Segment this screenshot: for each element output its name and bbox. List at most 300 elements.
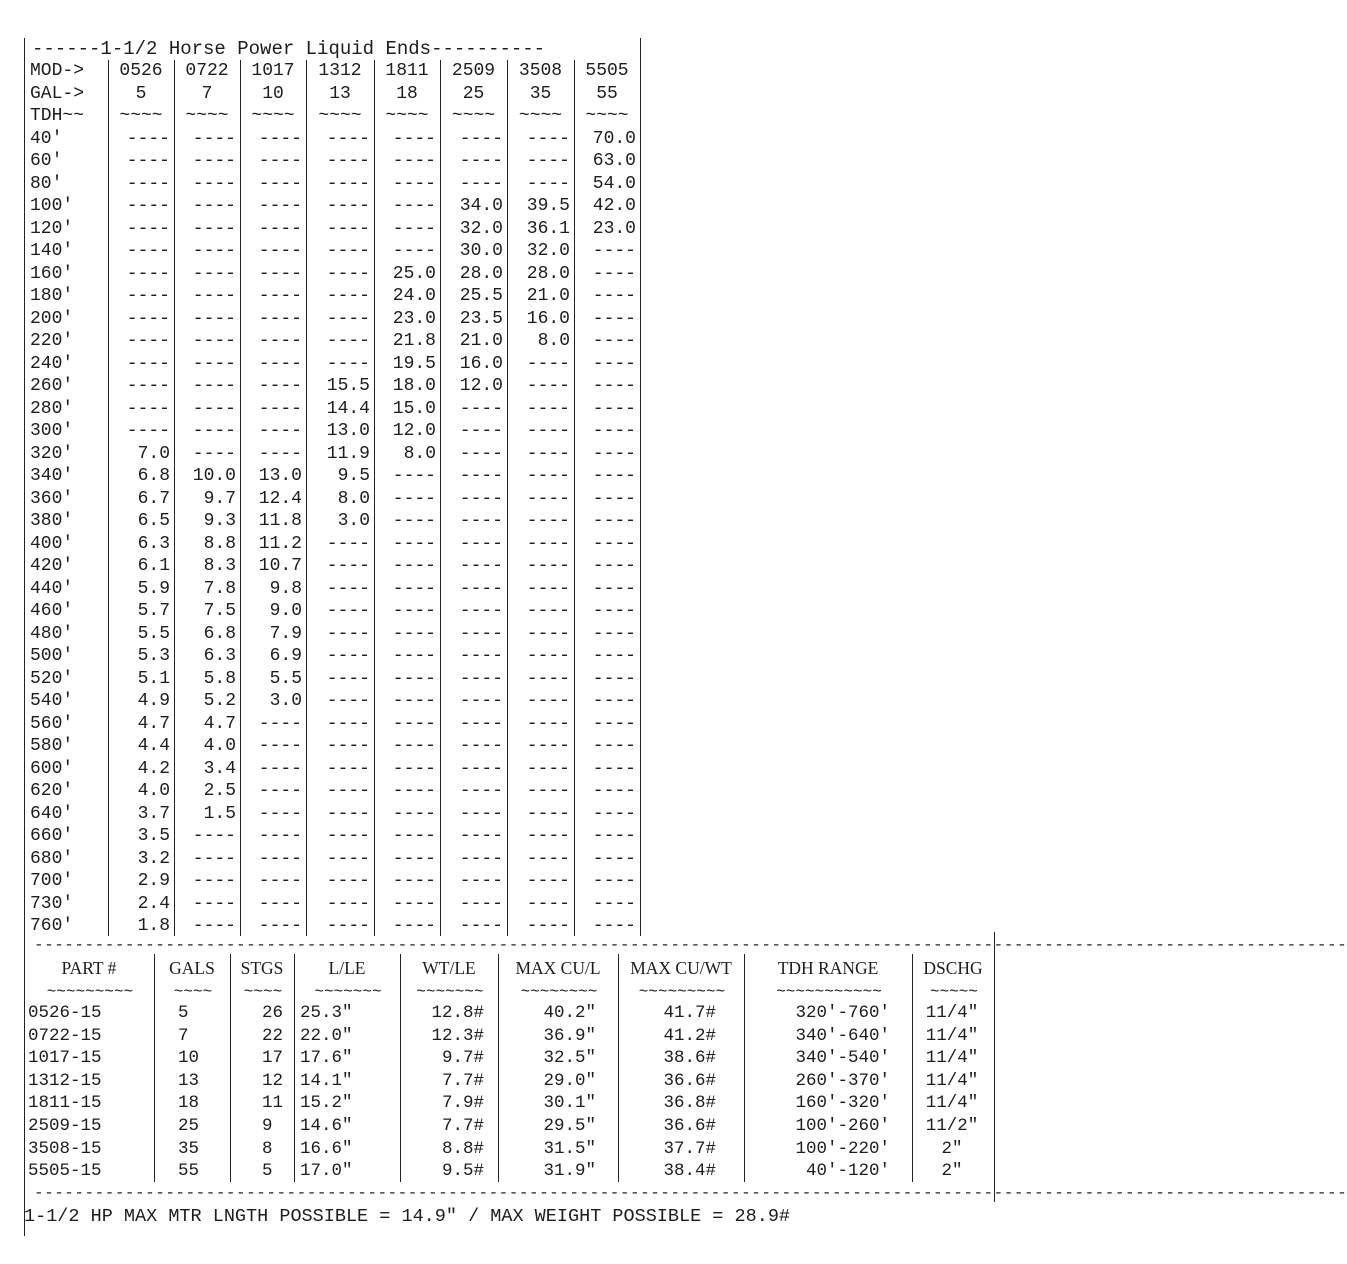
flow-value: 6.8	[203, 623, 236, 644]
flow-value: ----	[326, 263, 370, 284]
flow-value: ----	[326, 578, 370, 599]
flow-value: ----	[392, 668, 436, 689]
flow-value: 24.0	[392, 286, 436, 306]
tdh-value: 480'	[30, 623, 74, 644]
flow-value: ----	[258, 443, 302, 464]
tilde-cell: ~~~~~~~~	[520, 983, 598, 1001]
table-row	[24, 825, 640, 848]
model-row-cell: 1312	[318, 61, 362, 81]
gallons-row-cell: 25	[462, 83, 485, 104]
flow-value: ----	[258, 713, 302, 734]
tdh-value: 100'	[30, 196, 74, 216]
flow-value: ----	[326, 241, 370, 261]
flow-value: ----	[592, 556, 636, 576]
table-row	[24, 1047, 994, 1070]
flow-value: ----	[459, 601, 503, 621]
parts-cell-l-le: 17.0"	[300, 1161, 353, 1182]
flow-value: 2.4	[137, 893, 170, 914]
flow-value: 18.0	[392, 376, 436, 396]
table-row	[24, 1138, 994, 1161]
flow-value: ----	[526, 128, 570, 149]
flow-value: ----	[326, 151, 370, 171]
parts-cell-max-cu-wt: 38.4#	[663, 1161, 716, 1182]
parts-cell-gals: 55	[178, 1161, 200, 1182]
flow-value: ----	[326, 533, 370, 554]
flow-value: ----	[258, 286, 302, 306]
gallons-row-cell: 55	[596, 83, 618, 104]
flow-value: 1.5	[203, 803, 236, 824]
flow-value: ----	[392, 196, 436, 216]
column-header: GALS	[169, 958, 215, 978]
flow-value: 32.0	[459, 218, 503, 239]
model-row	[24, 60, 640, 83]
flow-value: ----	[392, 623, 436, 644]
tdh-value: 730'	[30, 893, 74, 914]
parts-cell-stgs: 8	[262, 1138, 273, 1159]
flow-value: 16.0	[526, 308, 570, 329]
tilde-cell: ~~~~~~~	[416, 983, 484, 1001]
flow-value: 7.8	[203, 578, 236, 599]
tdh-header-row-cell: ~~~~	[185, 106, 229, 126]
parts-cell-max-cu-l: 36.9"	[543, 1025, 596, 1046]
flow-value: 10.0	[192, 466, 236, 486]
flow-value: ----	[258, 893, 302, 914]
parts-cell-max-cu-wt: 38.6#	[663, 1048, 716, 1069]
flow-value: ----	[459, 646, 503, 666]
flow-value: ----	[392, 848, 436, 869]
flow-value: 32.0	[526, 241, 570, 261]
flow-value: ----	[126, 263, 170, 284]
flow-value: 21.0	[526, 286, 570, 306]
flow-value: ----	[258, 736, 302, 756]
tdh-value: 760'	[30, 916, 74, 936]
tdh-header-row-cell: ~~~~	[385, 106, 429, 126]
flow-value: ----	[592, 916, 636, 936]
tdh-value: 160'	[30, 263, 74, 284]
parts-cell-l-le: 16.6"	[300, 1138, 353, 1159]
column-header: PART #	[61, 958, 117, 978]
flow-value: 9.3	[203, 511, 236, 531]
flow-value: 6.5	[137, 511, 170, 531]
flow-value: ----	[526, 421, 570, 441]
parts-cell-max-cu-wt: 37.7#	[663, 1138, 716, 1159]
tdh-value: 700'	[30, 871, 74, 891]
flow-value: 4.0	[137, 781, 170, 801]
tdh-value: 180'	[30, 286, 74, 306]
flow-value: ----	[459, 758, 503, 779]
parts-cell-tdh-range: 40'-120'	[805, 1161, 890, 1182]
flow-value: ----	[392, 466, 436, 486]
table-row	[24, 1025, 994, 1048]
flow-value: 9.5	[337, 466, 370, 486]
tdh-value: 200'	[30, 308, 74, 329]
flow-value: ----	[526, 668, 570, 689]
flow-value: ----	[592, 578, 636, 599]
gallons-row-cell: 7	[201, 83, 213, 104]
column-header: STGS	[240, 958, 284, 978]
flow-value: ----	[459, 848, 503, 869]
flow-value: 21.0	[459, 331, 503, 351]
flow-value: ----	[192, 916, 236, 936]
tdh-value: 40'	[30, 128, 63, 149]
parts-header-row	[24, 955, 994, 981]
tdh-value: 540'	[30, 691, 74, 711]
flow-value: ----	[592, 466, 636, 486]
column-header: DSCHG	[923, 958, 983, 978]
flow-value: ----	[526, 758, 570, 779]
gallons-row-cell: 18	[396, 83, 418, 104]
flow-value: ----	[258, 916, 302, 936]
flow-value: ----	[526, 713, 570, 734]
flow-value: 4.0	[203, 736, 236, 756]
parts-cell-dschg: 2"	[941, 1161, 963, 1182]
flow-value: ----	[526, 443, 570, 464]
parts-cell-gals: 5	[178, 1003, 189, 1023]
flow-value: ----	[592, 331, 636, 351]
flow-value: 3.5	[137, 826, 170, 846]
flow-value: ----	[326, 646, 370, 666]
parts-cell-max-cu-wt: 41.7#	[663, 1003, 716, 1023]
flow-value: ----	[326, 128, 370, 149]
gallons-row-cell: 13	[329, 83, 351, 104]
tdh-value: 420'	[30, 556, 74, 576]
parts-cell-wt-le: 7.7#	[441, 1070, 484, 1091]
flow-value: ----	[326, 308, 370, 329]
parts-cell-tdh-range: 160'-320'	[795, 1093, 890, 1114]
flow-value: 11.9	[326, 443, 370, 464]
gallons-row-cell: 10	[262, 83, 284, 104]
flow-value: 3.2	[137, 848, 170, 869]
tdh-value: 380'	[30, 511, 74, 531]
flow-value: ----	[526, 736, 570, 756]
parts-cell-dschg: 11/4"	[925, 1025, 979, 1046]
flow-value: 3.4	[203, 758, 236, 779]
parts-cell-l-le: 14.1"	[300, 1070, 353, 1091]
table-row	[24, 668, 640, 691]
flow-value: ----	[592, 398, 636, 419]
tilde-cell: ~~~~~~~~~	[638, 983, 726, 1001]
tdh-value: 260'	[30, 376, 74, 396]
table-row	[24, 1115, 994, 1138]
parts-cell-wt-le: 9.5#	[441, 1161, 484, 1182]
flow-value: 25.5	[459, 286, 503, 306]
table-row	[24, 623, 640, 646]
flow-value: 14.4	[326, 398, 370, 419]
flow-value: ----	[126, 376, 170, 396]
flow-value: ----	[459, 556, 503, 576]
flow-value: 6.3	[203, 646, 236, 666]
column-header: MAX CU/L	[515, 958, 601, 978]
flow-value: 5.8	[203, 668, 236, 689]
flow-value: ----	[258, 421, 302, 441]
tdh-value: 220'	[30, 331, 74, 351]
flow-value: ----	[592, 286, 636, 306]
parts-cell-l-le: 15.2"	[300, 1093, 353, 1114]
parts-cell-stgs: 11	[262, 1093, 284, 1114]
flow-value: ----	[258, 151, 302, 171]
flow-value: ----	[459, 128, 503, 149]
tilde-cell: ~~~~~~~	[314, 983, 382, 1001]
flow-value: ----	[126, 398, 170, 419]
tdh-header-row-cell: ~~~~	[585, 106, 629, 126]
table-row	[24, 398, 640, 421]
tilde-cell: ~~~~~	[929, 983, 978, 1001]
flow-value: ----	[459, 533, 503, 554]
table-row	[24, 600, 640, 623]
flow-value: ----	[592, 533, 636, 554]
parts-cell-dschg: 11/4"	[925, 1048, 979, 1069]
parts-cell-max-cu-l: 29.0"	[543, 1070, 596, 1091]
table-row	[24, 150, 640, 173]
parts-cell-wt-le: 9.7#	[441, 1048, 484, 1069]
flow-value: 36.1	[526, 218, 570, 239]
table-row	[24, 285, 640, 308]
flow-value: 6.1	[137, 556, 170, 576]
parts-cell-part: 1017-15	[28, 1048, 102, 1069]
table-row	[24, 870, 640, 893]
tdh-value: 120'	[30, 218, 74, 239]
flow-value: ----	[592, 893, 636, 914]
tdh-value: 60'	[30, 151, 63, 171]
flow-value: ----	[192, 871, 236, 891]
flow-value: 5.3	[137, 646, 170, 666]
flow-value: ----	[592, 353, 636, 374]
flow-value: ----	[126, 308, 170, 329]
flow-value: ----	[326, 173, 370, 194]
flow-value: ----	[192, 241, 236, 261]
tdh-value: 560'	[30, 713, 74, 734]
table-row	[24, 263, 640, 286]
gallons-row-cell: 35	[529, 83, 552, 104]
flow-value: ----	[392, 241, 436, 261]
flow-value: 13.0	[258, 466, 302, 486]
table-row	[24, 443, 640, 466]
parts-cell-part: 3508-15	[28, 1138, 102, 1159]
parts-cell-gals: 35	[178, 1138, 200, 1159]
tdh-header-row	[24, 105, 640, 128]
parts-cell-stgs: 12	[262, 1070, 284, 1091]
flow-value: 23.5	[459, 308, 503, 329]
table-row	[24, 578, 640, 601]
flow-value: 12.4	[258, 488, 302, 509]
flow-value: 1.8	[137, 916, 170, 936]
parts-cell-gals: 18	[178, 1093, 200, 1114]
column-header: L/LE	[328, 958, 366, 978]
tdh-header-row-cell: ~~~~	[518, 106, 563, 126]
tdh-header-row-cell: ~~~~	[119, 106, 163, 126]
flow-value: ----	[592, 376, 636, 396]
parts-cell-wt-le: 7.9#	[441, 1093, 484, 1114]
flow-value: 4.9	[137, 691, 170, 711]
flow-value: ----	[459, 893, 503, 914]
flow-value: 4.4	[137, 736, 170, 756]
flow-value: ----	[459, 173, 503, 194]
flow-value: ----	[459, 151, 503, 171]
tdh-value: 320'	[30, 443, 74, 464]
table-row	[24, 713, 640, 736]
parts-cell-part: 0722-15	[28, 1025, 102, 1046]
table-row	[24, 1160, 994, 1183]
flow-value: ----	[192, 376, 236, 396]
flow-value: ----	[392, 646, 436, 666]
flow-value: ----	[459, 398, 503, 419]
flow-value: ----	[326, 668, 370, 689]
table-row	[24, 735, 640, 758]
flow-value: ----	[526, 511, 570, 531]
flow-value: 5.5	[269, 668, 302, 689]
parts-cell-l-le: 17.6"	[300, 1048, 353, 1069]
flow-value: ----	[459, 511, 503, 531]
tdh-value: 240'	[30, 353, 74, 374]
parts-cell-stgs: 5	[262, 1161, 273, 1182]
flow-value: ----	[392, 556, 436, 576]
table-row	[24, 555, 640, 578]
flow-value: ----	[526, 466, 570, 486]
flow-value: 8.3	[203, 556, 236, 576]
flow-value: 8.0	[337, 488, 370, 509]
flow-value: ----	[326, 871, 370, 891]
model-row-label: MOD->	[30, 61, 85, 81]
flow-value: ----	[126, 196, 170, 216]
flow-value: ----	[126, 151, 170, 171]
flow-value: ----	[326, 758, 370, 779]
table-row	[24, 893, 640, 916]
flow-value: ----	[326, 826, 370, 846]
parts-cell-max-cu-wt: 41.2#	[663, 1025, 716, 1046]
flow-value: 42.0	[592, 196, 636, 216]
flow-value: ----	[392, 758, 436, 779]
gallons-row	[24, 83, 640, 106]
parts-cell-tdh-range: 320'-760'	[795, 1003, 890, 1023]
flow-value: ----	[326, 353, 370, 374]
flow-value: ----	[392, 601, 436, 621]
flow-value: ----	[526, 646, 570, 666]
flow-value: ----	[126, 421, 170, 441]
flow-value: 34.0	[459, 196, 503, 216]
flow-value: 6.8	[137, 466, 170, 486]
parts-cell-tdh-range: 260'-370'	[795, 1070, 890, 1091]
flow-value: ----	[126, 353, 170, 374]
parts-cell-wt-le: 8.8#	[441, 1138, 484, 1159]
flow-value: ----	[192, 826, 236, 846]
table-row	[24, 803, 640, 826]
flow-value: ----	[326, 736, 370, 756]
flow-value: ----	[192, 331, 236, 351]
flow-value: 8.8	[203, 533, 236, 554]
flow-value: ----	[258, 196, 302, 216]
flow-value: 2.5	[203, 781, 236, 801]
flow-value: ----	[326, 331, 370, 351]
tilde-cell: ~~~~~~~~~	[46, 983, 134, 1001]
flow-value: ----	[326, 803, 370, 824]
flow-value: 15.0	[392, 398, 436, 419]
column-header: TDH RANGE	[777, 958, 879, 978]
parts-cell-tdh-range: 340'-540'	[795, 1048, 890, 1069]
tdh-value: 520'	[30, 668, 74, 689]
parts-cell-l-le: 25.3"	[300, 1003, 353, 1023]
flow-value: 15.5	[326, 376, 370, 396]
flow-value: ----	[592, 803, 636, 824]
flow-value: 8.0	[403, 443, 436, 464]
parts-cell-tdh-range: 100'-260'	[795, 1116, 890, 1136]
flow-value: 16.0	[459, 353, 503, 374]
tdh-value: 140'	[30, 241, 74, 261]
flow-value: ----	[192, 128, 236, 149]
flow-value: ----	[459, 421, 503, 441]
parts-cell-tdh-range: 100'-220'	[795, 1138, 890, 1159]
parts-cell-max-cu-l: 40.2"	[543, 1003, 596, 1023]
tdh-header-row-label: TDH~~	[30, 106, 85, 126]
table-row	[24, 308, 640, 331]
table-row	[24, 218, 640, 241]
flow-value: 25.0	[392, 263, 436, 284]
summary-line: 1-1/2 HP MAX MTR LNGTH POSSIBLE = 14.9" / MAX WEIGHT POSSIBLE = 28.9#	[24, 1206, 791, 1227]
parts-cell-dschg: 11/4"	[925, 1003, 979, 1023]
flow-value: 11.8	[258, 511, 302, 531]
flow-value: 9.7	[203, 488, 236, 509]
table-title: ------1-1/2 Horse Power Liquid Ends----------	[32, 38, 546, 60]
flow-value: 23.0	[392, 308, 436, 329]
flow-value: ----	[526, 376, 570, 396]
parts-cell-max-cu-l: 29.5"	[543, 1116, 596, 1136]
flow-value: 13.0	[326, 421, 370, 441]
flow-value: ----	[258, 781, 302, 801]
tdh-value: 360'	[30, 488, 74, 509]
tdh-value: 500'	[30, 646, 74, 666]
flow-value: 12.0	[459, 376, 503, 396]
flow-value: ----	[392, 691, 436, 711]
flow-value: ----	[592, 871, 636, 891]
tdh-value: 300'	[30, 421, 74, 441]
parts-cell-gals: 7	[178, 1025, 189, 1046]
flow-value: ----	[592, 308, 636, 329]
flow-value: 3.7	[137, 803, 170, 824]
parts-cell-l-le: 22.0"	[300, 1025, 353, 1046]
gallons-row-label: GAL->	[30, 83, 85, 104]
table-row	[24, 780, 640, 803]
flow-value: ----	[326, 893, 370, 914]
flow-value: 5.5	[137, 623, 170, 644]
flow-value: ----	[392, 533, 436, 554]
table-row	[24, 1092, 994, 1115]
flow-value: ----	[592, 691, 636, 711]
tdh-header-row-cell: ~~~~	[318, 106, 362, 126]
flow-value: 70.0	[592, 128, 636, 149]
tdh-value: 680'	[30, 848, 74, 869]
dashed-divider: ----------------------------------------------------------------------------------------------------------------------------------	[34, 1184, 1347, 1202]
flow-value: 28.0	[526, 263, 570, 284]
flow-value: ----	[592, 713, 636, 734]
flow-value: ----	[592, 511, 636, 531]
flow-value: ----	[126, 128, 170, 149]
table-row	[24, 465, 640, 488]
flow-value: ----	[526, 488, 570, 509]
flow-value: ----	[258, 241, 302, 261]
parts-cell-wt-le: 12.3#	[431, 1025, 484, 1046]
flow-value: 9.8	[269, 578, 302, 599]
tilde-cell: ~~~~	[243, 983, 283, 1001]
liquid-ends-table	[24, 38, 640, 936]
flow-value: 2.9	[137, 871, 170, 891]
flow-value: ----	[192, 218, 236, 239]
flow-value: ----	[592, 848, 636, 869]
tilde-cell: ~~~~	[173, 983, 213, 1001]
parts-cell-max-cu-l: 30.1"	[543, 1093, 596, 1114]
flow-value: ----	[392, 803, 436, 824]
table-row	[24, 353, 640, 376]
flow-value: ----	[526, 578, 570, 599]
flow-value: 8.0	[537, 331, 570, 351]
